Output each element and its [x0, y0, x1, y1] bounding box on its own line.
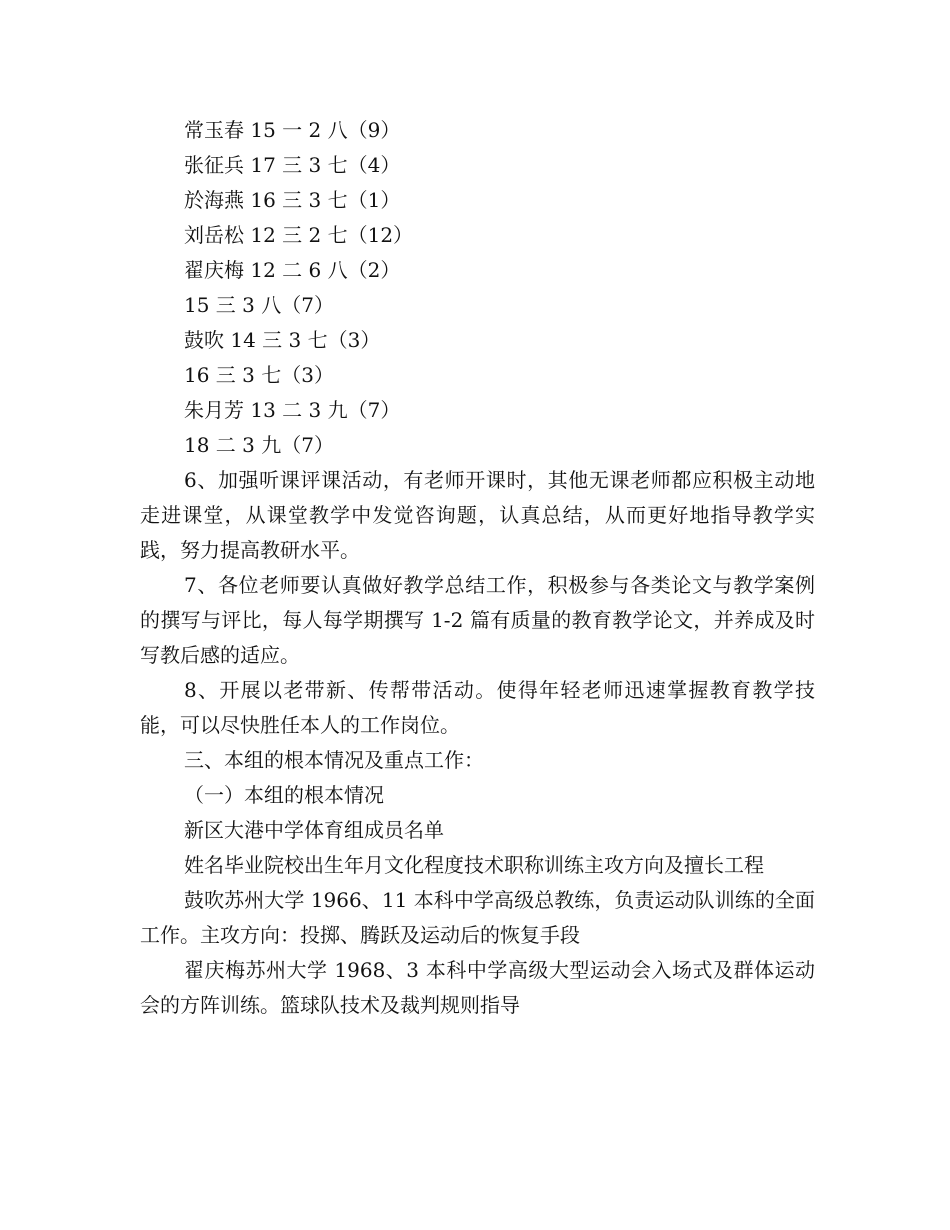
list-item: 16 三 3 七（3） [184, 363, 334, 387]
member-entry: 鼓吹苏州大学 1966、11 本科中学高级总教练，负责运动队训练的全面工作。主攻方向：投掷、腾跃及运动后的恢复手段 [140, 888, 815, 947]
section-heading: 三、本组的根本情况及重点工作： [184, 748, 484, 772]
list-item: 常玉春 15 一 2 八（9） [184, 118, 401, 142]
list-item: 翟庆梅 12 二 6 八（2） [184, 258, 401, 282]
paragraph-8: 8、开展以老带新、传帮带活动。使得年轻老师迅速掌握教育教学技能，可以尽快胜任本人的工作岗位。 [140, 678, 815, 737]
document-body [140, 113, 815, 1023]
list-item: 於海燕 16 三 3 七（1） [184, 188, 401, 212]
paragraph-6: 6、加强听课评课活动，有老师开课时，其他无课老师都应积极主动地走进课堂，从课堂教学中发觉咨询题，认真总结，从而更好地指导教学实践，努力提高教研水平。 [140, 468, 815, 562]
paragraph-7: 7、各位老师要认真做好教学总结工作，积极参与各类论文与教学案例的撰写与评比，每人每学期撰写 1-2 篇有质量的教育教学论文，并养成及时写教后感的适应。 [140, 573, 815, 667]
list-item: 朱月芳 13 二 3 九（7） [184, 398, 401, 422]
list-item: 刘岳松 12 三 2 七（12） [184, 223, 414, 247]
list-item: 15 三 3 八（7） [184, 293, 334, 317]
roster-title: 新区大港中学体育组成员名单 [184, 818, 444, 842]
list-item: 鼓吹 14 三 3 七（3） [184, 328, 381, 352]
subsection-heading: （一）本组的根本情况 [184, 783, 384, 807]
list-item: 张征兵 17 三 3 七（4） [184, 153, 401, 177]
table-header: 姓名毕业院校出生年月文化程度技术职称训练主攻方向及擅长工程 [184, 853, 764, 877]
list-item: 18 二 3 九（7） [184, 433, 334, 457]
member-entry: 翟庆梅苏州大学 1968、3 本科中学高级大型运动会入场式及群体运动会的方阵训练。篮球队技术及裁判规则指导 [140, 958, 815, 1017]
